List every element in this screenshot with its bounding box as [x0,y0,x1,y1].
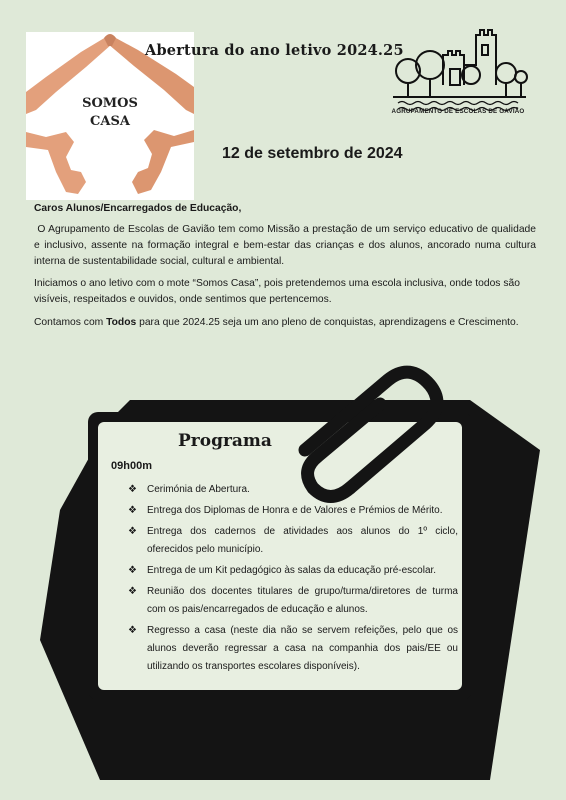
program-item [128,622,458,676]
closing-text-bold: Todos [106,317,137,328]
closing-text-end: para que 2024.25 seja um ano pleno de conquistas, aprendizagens e Crescimento. [136,317,519,328]
program-item [128,481,458,499]
casa-label: CASA [90,114,130,129]
diamond-bullet-icon: ❖ [128,625,137,636]
diamond-bullet-icon: ❖ [128,505,137,516]
event-date: 12 de setembro de 2024 [222,145,403,162]
letter-paragraph-mission [34,222,536,270]
program-item-text: Reunião dos docentes titulares de grupo/turma/diretores de turma com os pais/encarregados de educação e alunos. [147,586,458,615]
program-item-text: Entrega dos Diplomas de Honra e de Valores e Prémios de Mérito. [147,505,443,516]
somos-label: SOMOS [82,96,138,111]
program-item-text: Entrega dos cadernos de atividades aos alunos do 1º ciclo, oferecidos pelo município. [147,526,458,555]
program-item-text: Entrega de um Kit pedagógico às salas da educação pré-escolar. [147,565,437,576]
program-item-text: Regresso a casa (neste dia não se servem refeições, pelo que os alunos deverão regressar a casa na companhia dos pais/EE ou utilizando os transportes escolares disponíveis). [147,625,458,672]
letter-greeting: Caros Alunos/Encarregados de Educação, [34,203,242,214]
page-title: Abertura do ano letivo 2024.25 [145,42,404,59]
program-item [128,523,458,559]
diamond-bullet-icon: ❖ [128,565,137,576]
program-item [128,562,458,580]
letter-paragraph-motto: Iniciamos o ano letivo com o mote “Somos Casa”, pois pretendemos uma escola inclusiva, onde todos são visíveis, respeitados e ouvidos, onde sentimos que pertencemos. [34,278,520,305]
program-item [128,583,458,619]
program-list [128,481,458,679]
diamond-bullet-icon: ❖ [128,484,137,495]
program-time: 09h00m [111,460,152,472]
mission-text: O Agrupamento de Escolas de Gavião tem como Missão a prestação de um serviço educativo de qualidade e inclusivo, assente na formação integral e bem-estar das crianças e dos alunos, ancorado numa cultura interna de sustentabilidade social, cultural e ambiental. [34,224,536,267]
diamond-bullet-icon: ❖ [128,586,137,597]
program-item [128,502,458,520]
school-name-label: AGRUPAMENTO DE ESCOLAS DE GAVIÃO [391,108,525,115]
letter-paragraph-closing [34,315,536,331]
program-title: Programa [178,431,272,451]
diamond-bullet-icon: ❖ [128,526,137,537]
program-item-text: Cerimónia de Abertura. [147,484,250,495]
closing-text-start: Contamos com [34,317,107,328]
